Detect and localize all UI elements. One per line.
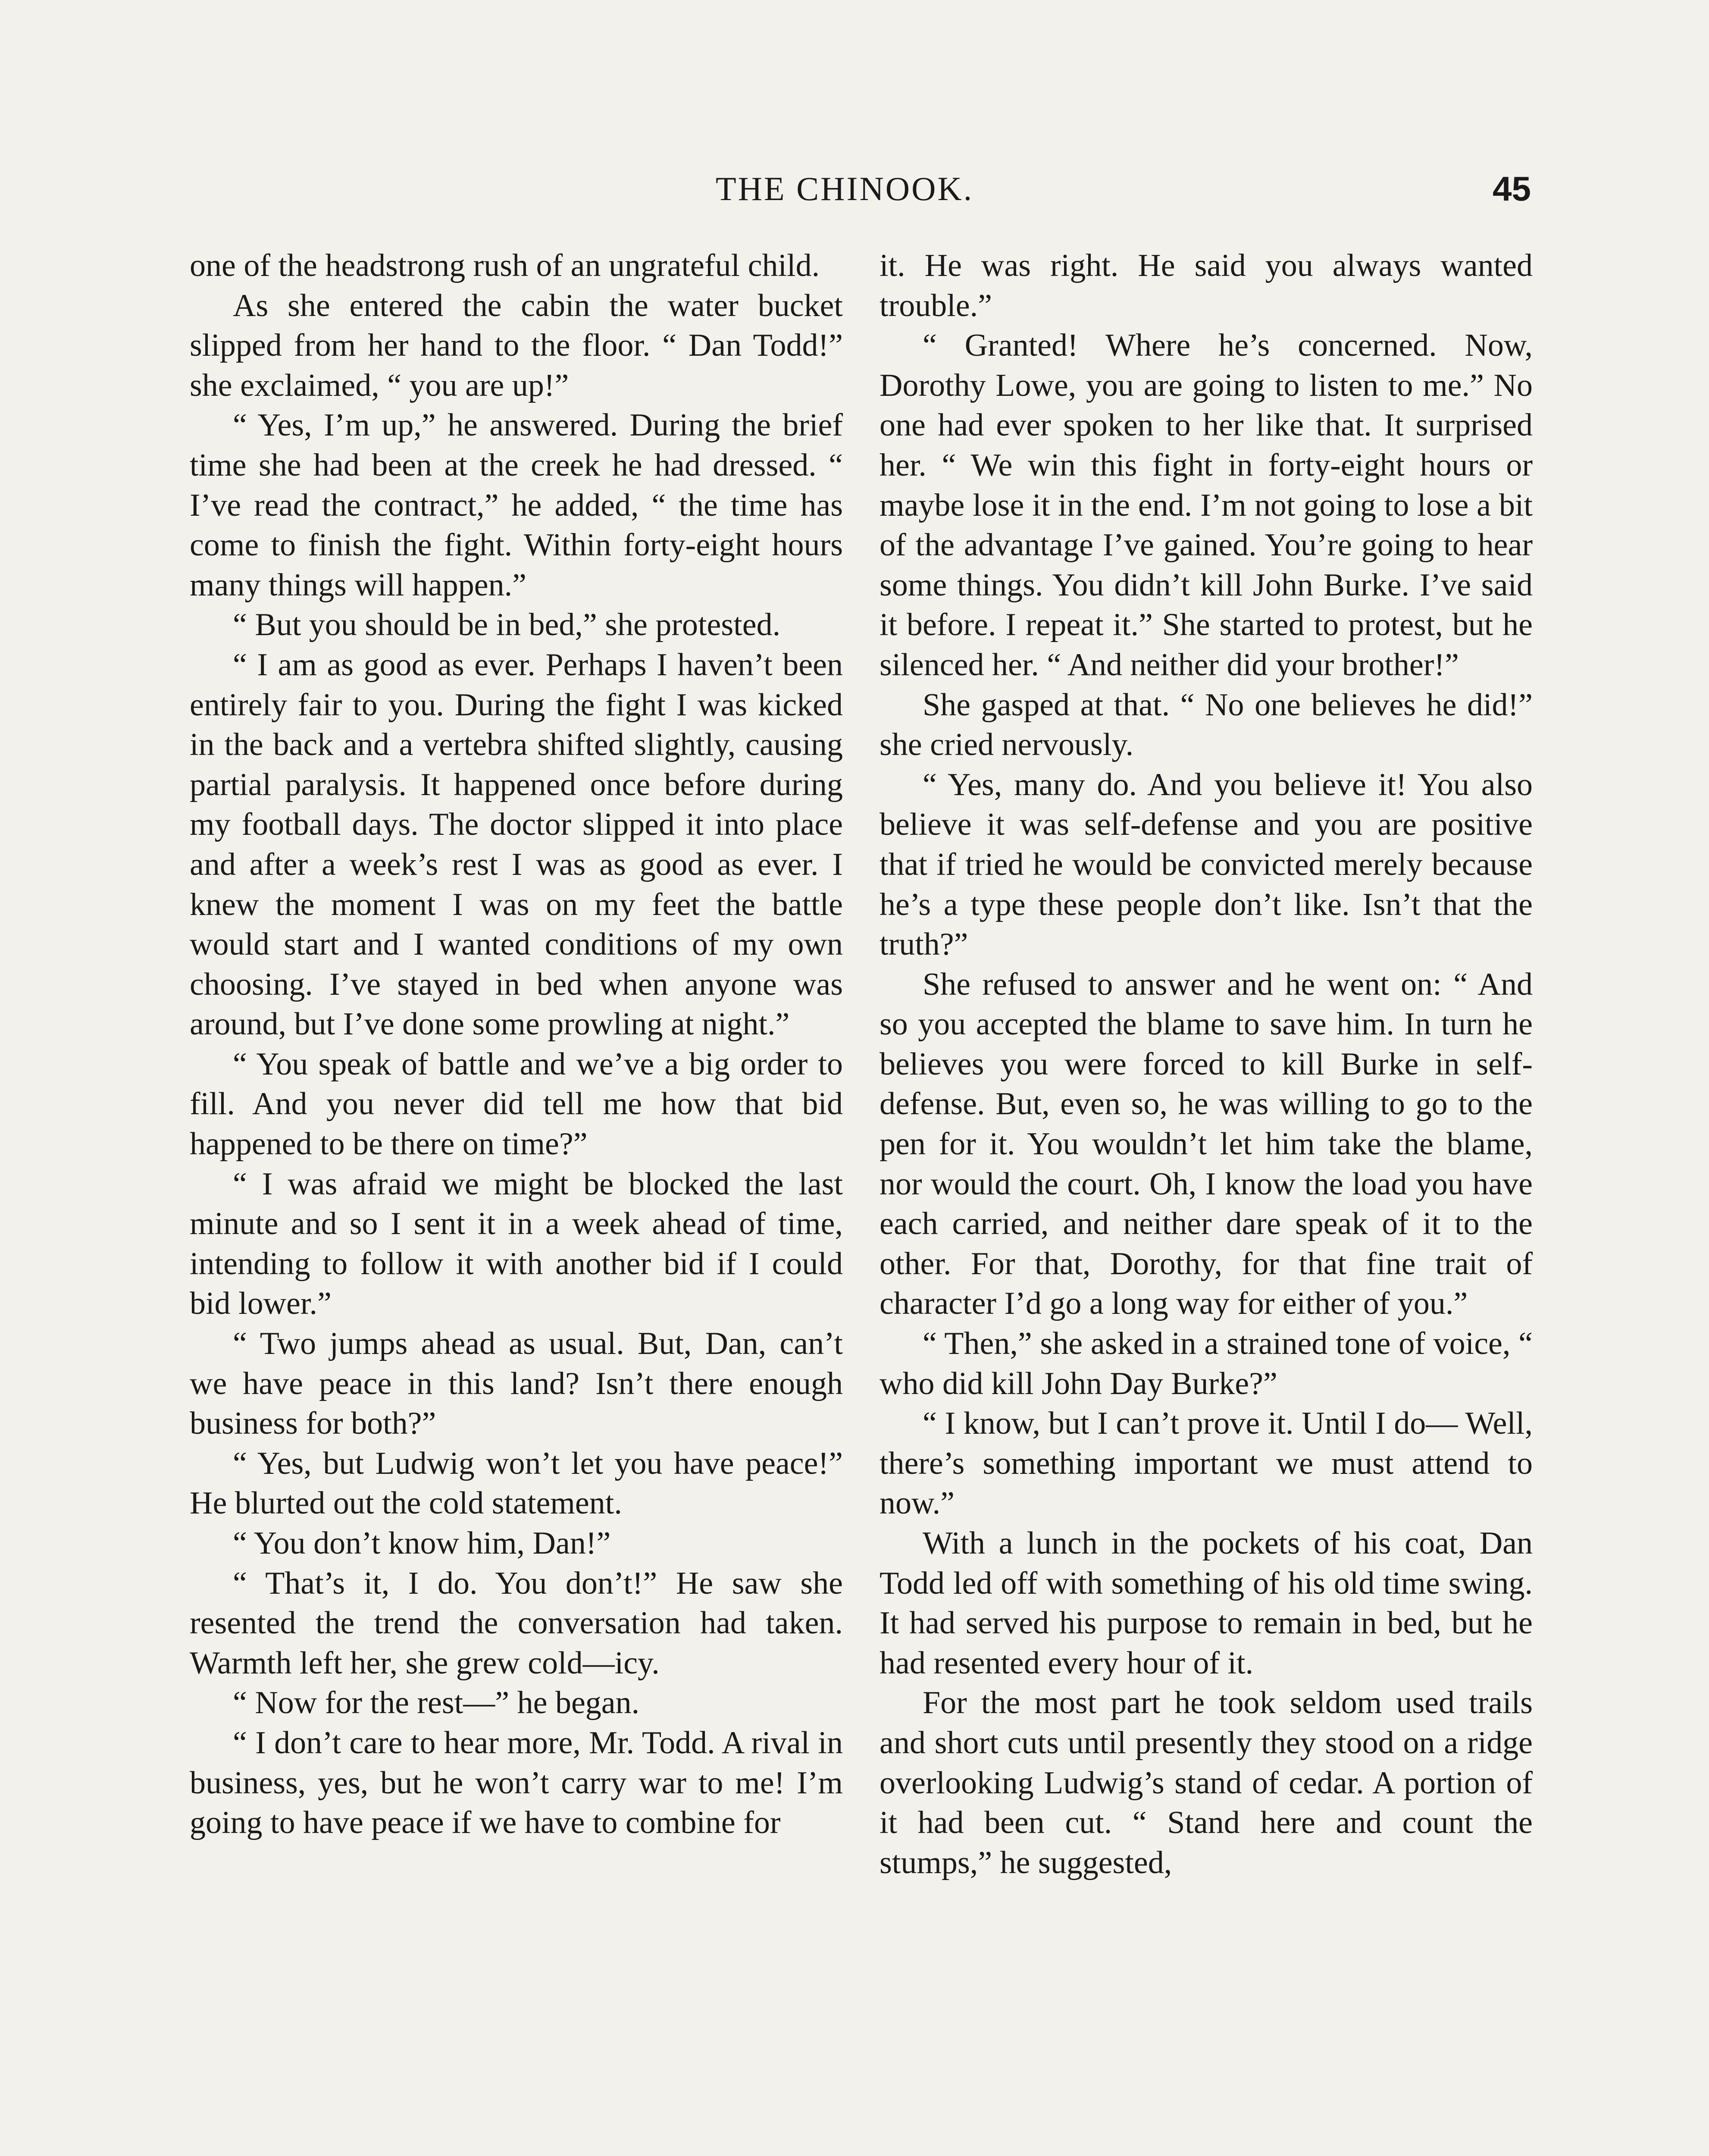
paragraph: “ Yes, many do. And you believe it! You also believe it was self-defense and you are positive that if tried he would be convicted merely because he’s a type these people don’t like. Isn’t that the truth?” — [880, 767, 1533, 962]
paragraph: one of the headstrong rush of an ungrateful child. — [190, 248, 820, 283]
paragraph: “ You don’t know him, Dan!” — [233, 1526, 611, 1561]
paragraph: “ I don’t care to hear more, Mr. Todd. A rival in business, yes, but he won’t carry war to me! I’m going to have peace if we have to combine for — [190, 1725, 843, 1841]
running-header-title: THE CHINOOK. — [716, 170, 974, 207]
paragraph: “ I am as good as ever. Perhaps I haven’t been entirely fair to you. During the fight I was kicked in the back and a vertebra shifted slightly, causing partial paralysis. It happened once before during my football days. The doctor slipped it into place and after a week’s rest I was as good as ever. I knew the moment I was on my feet the battle would start and I wanted conditions of my own choosing. I’ve stayed in bed when anyone was around, but I’ve done some prowling at night.” — [190, 647, 843, 1042]
paragraph: She gasped at that. “ No one believes he did!” she cried nervously. — [880, 687, 1533, 763]
paragraph: As she entered the cabin the water bucket slipped from her hand to the floor. “ Dan Todd!” she exclaimed, “ you are up!” — [190, 288, 843, 403]
paragraph: “ You speak of battle and we’ve a big order to fill. And you never did tell me how that bid happened to be there on time?” — [190, 1046, 843, 1162]
paragraph: With a lunch in the pockets of his coat, Dan Todd led off with something of his old time swing. It had served his purpose to remain in bed, but he had resented every hour of it. — [880, 1526, 1533, 1681]
paragraph: “ I was afraid we might be blocked the last minute and so I sent it in a week ahead of time, intending to follow it with another bid if I could bid lower.” — [190, 1166, 843, 1322]
paragraph: “ Now for the rest—” he began. — [233, 1685, 640, 1721]
right-text-column — [880, 246, 1533, 2156]
paragraph: “ But you should be in bed,” she protested. — [233, 607, 781, 643]
paragraph: “ That’s it, I do. You don’t!” He saw she resented the trend the conversation had taken. Warmth left her, she grew cold—icy. — [190, 1565, 843, 1681]
paragraph: For the most part he took seldom used trails and short cuts until presently they stood on a ridge overlooking Ludwig’s stand of cedar. A portion of it had been cut. “ Stand here and count the stumps,” he suggested, — [880, 1685, 1533, 1880]
paragraph: “ I know, but I can’t prove it. Until I do— Well, there’s something important we must attend to now.” — [880, 1406, 1533, 1521]
paragraph: “ Two jumps ahead as usual. But, Dan, can’t we have peace in this land? Isn’t there enough business for both?” — [190, 1326, 843, 1442]
paragraph: “ Yes, but Ludwig won’t let you have peace!” He blurted out the cold statement. — [190, 1445, 843, 1521]
paragraph: “ Then,” she asked in a strained tone of voice, “ who did kill John Day Burke?” — [880, 1326, 1533, 1401]
paragraph: “ Granted! Where he’s concerned. Now, Dorothy Lowe, you are going to listen to me.” No one had ever spoken to her like that. It surprised her. “ We win this fight in forty-eight hours or maybe lose it in the end. I’m not going to lose a bit of the advantage I’ve gained. You’re going to hear some things. You didn’t kill John Burke. I’ve said it before. I repeat it.” She started to protest, but he silenced her. “ And neither did your brother!” — [880, 328, 1533, 683]
paragraph: “ Yes, I’m up,” he answered. During the brief time she had been at the creek he had dressed. “ I’ve read the contract,” he added, “ the time has come to finish the fight. Within forty-eight hours many things will happen.” — [190, 407, 843, 603]
paragraph: it. He was right. He said you always wanted trouble.” — [880, 248, 1533, 323]
paragraph: She refused to answer and he went on: “ And so you accepted the blame to save him. In turn he believes you were forced to kill Burke in self-defense. But, even so, he was willing to go to the pen for it. You wouldn’t let him take the blame, nor would the court. Oh, I know the load you have each carried, and neither dare speak of it to the other. For that, Dorothy, for that fine trait of character I’d go a long way for either of you.” — [880, 966, 1533, 1322]
left-text-column — [190, 246, 843, 2156]
page-number: 45 — [1493, 169, 1531, 208]
